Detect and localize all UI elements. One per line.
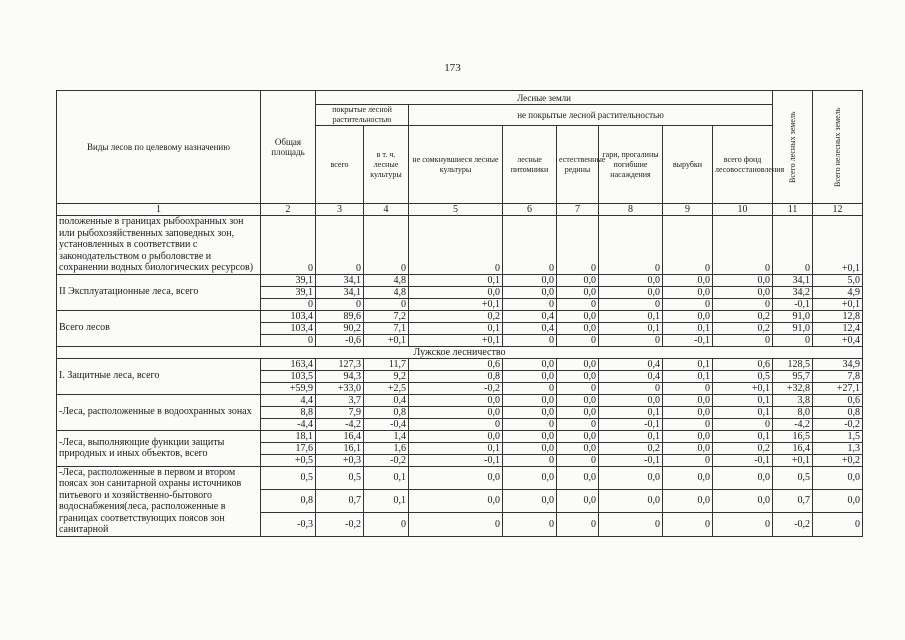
table-cell: 0,2 [599,442,663,454]
covered-total-header: всего [316,126,364,204]
table-cell: 0,0 [713,286,773,298]
covered-header: покрытые лесной растительностью [316,105,409,126]
table-cell: 0 [663,216,713,275]
column-number: 8 [599,204,663,216]
column-number: 3 [316,204,364,216]
table-cell: 0 [713,216,773,275]
table-cell: 4,8 [364,286,409,298]
table-cell: 0,0 [663,286,713,298]
table-cell: 0,8 [409,370,503,382]
table-cell: 0,0 [503,370,557,382]
page-number: 173 [444,62,461,74]
table-cell: 0 [409,418,503,430]
table-cell: 0,0 [599,274,663,286]
column-number: 12 [813,204,863,216]
table-cell: 7,8 [813,370,863,382]
table-cell: 8,8 [261,406,316,418]
table-cell: 0 [557,334,599,346]
table-cell: 0 [557,298,599,310]
table-cell: 90,2 [316,322,364,334]
table-cell: 7,1 [364,322,409,334]
table-cell: 0,0 [503,406,557,418]
table-cell: 12,4 [813,322,863,334]
table-cell: 0,0 [663,310,713,322]
table-cell: 0 [364,298,409,310]
table-cell: +2,5 [364,382,409,394]
table-cell: 5,0 [813,274,863,286]
table-cell: 0 [557,418,599,430]
table-cell: 0,0 [663,430,713,442]
table-cell: -0,4 [364,418,409,430]
table-cell: 0,0 [557,466,599,489]
table-cell: +0,4 [813,334,863,346]
covered-cult-header: в т. ч. лесные культуры [364,126,409,204]
table-cell: 1,6 [364,442,409,454]
table-cell: 0 [503,216,557,275]
table-cell: 0,0 [409,286,503,298]
table-row [57,358,863,370]
table-cell: +0,1 [364,334,409,346]
table-cell: 0,0 [409,406,503,418]
table-cell: 0,0 [503,358,557,370]
table-cell: 34,1 [316,286,364,298]
table-cell: +0,2 [813,454,863,466]
table-cell: 0 [261,216,316,275]
table-cell: 0,8 [261,489,316,512]
table-cell: 0 [663,513,713,536]
table-cell: 0 [503,454,557,466]
table-cell: 0 [503,513,557,536]
table-cell: 16,5 [773,430,813,442]
table-cell: 0,6 [813,394,863,406]
table-cell: 34,1 [773,274,813,286]
column-number: 1 [57,204,261,216]
table-cell: 0,0 [557,489,599,512]
table-cell: +33,0 [316,382,364,394]
table-cell: 0 [557,513,599,536]
row-label: I. Защитные леса, всего [57,358,261,394]
table-cell: 0 [316,298,364,310]
table-cell: 0 [503,298,557,310]
table-cell: +0,1 [773,454,813,466]
table-cell: 0 [409,216,503,275]
table-cell: 0 [261,334,316,346]
table-cell: -0,2 [773,513,813,536]
table-cell: 0 [316,216,364,275]
table-cell: 103,4 [261,310,316,322]
table-cell: 0,0 [503,442,557,454]
table-cell: 0 [713,513,773,536]
table-cell: +0,5 [261,454,316,466]
table-cell: -0,6 [316,334,364,346]
row-label: -Леса, выполняющие функции защиты природных и иных объектов, всего [57,430,261,466]
table-cell: 11,7 [364,358,409,370]
nurseries-header: лесные питомники [503,126,557,204]
table-cell: +27,1 [813,382,863,394]
table-cell: 0 [557,216,599,275]
table-cell: 0 [599,334,663,346]
table-cell: 0 [663,418,713,430]
table-row [57,466,863,489]
table-cell: -0,2 [316,513,364,536]
total-forest-header: Всего лесных земель [773,91,813,204]
table-cell: 0,0 [503,430,557,442]
table-cell: 0,2 [713,322,773,334]
table-cell: 0,5 [713,370,773,382]
table-cell: 0 [599,382,663,394]
table-body-1 [57,216,863,347]
table-cell: 0,0 [557,430,599,442]
column-number: 9 [663,204,713,216]
table-cell: 0,4 [599,358,663,370]
table-cell: 9,2 [364,370,409,382]
table-cell: 0,0 [557,442,599,454]
table-cell: 128,5 [773,358,813,370]
table-cell: 0,1 [599,310,663,322]
table-cell: 0,0 [557,358,599,370]
table-cell: -0,1 [773,298,813,310]
table-cell: 0,6 [409,358,503,370]
table-cell: 34,1 [316,274,364,286]
column-number: 5 [409,204,503,216]
regen-total-header: всего фонд лесовосстановления [713,126,773,204]
table-cell: -0,1 [599,454,663,466]
table-cell: 0 [813,513,863,536]
table-cell: 0 [503,418,557,430]
row-label: Всего лесов [57,310,261,346]
table-cell: 0,0 [409,466,503,489]
table-cell: 1,4 [364,430,409,442]
table-cell: 0 [503,382,557,394]
table-cell: 0,0 [813,489,863,512]
table-cell: 0,0 [409,489,503,512]
table-cell: 0,0 [599,394,663,406]
table-row [57,310,863,322]
table-cell: 39,1 [261,286,316,298]
table-cell: 3,8 [773,394,813,406]
table-cell: 0 [364,513,409,536]
table-cell: 0,7 [316,489,364,512]
table-cell: 163,4 [261,358,316,370]
table-cell: 91,0 [773,310,813,322]
table-cell: 0 [663,454,713,466]
table-cell: +0,1 [409,298,503,310]
table-cell: 34,2 [773,286,813,298]
table-cell: 0,1 [599,430,663,442]
table-body-2 [57,358,863,536]
table-cell: 0 [773,216,813,275]
forest-fund-table [56,90,863,537]
row-label: положенные в границах рыбоохранных зон или рыбохозяйственных заповедных зон, установленных в соответствии с законодательством о рыболовстве и сохранении водных биологических ресурсов) [57,216,261,275]
table-cell: 0,1 [713,394,773,406]
table-cell: 0,1 [599,322,663,334]
table-cell: 0 [364,216,409,275]
table-cell: 0,1 [364,489,409,512]
table-cell: 4,8 [364,274,409,286]
table-cell: 0,1 [409,274,503,286]
table-cell: +0,3 [316,454,364,466]
table-cell: 0 [503,334,557,346]
table-cell: 0,0 [599,286,663,298]
column-number: 11 [773,204,813,216]
table-cell: 4,4 [261,394,316,406]
table-cell: 0,1 [599,406,663,418]
table-cell: 0,0 [503,489,557,512]
table-cell: 0 [557,454,599,466]
table-cell: 0,0 [503,466,557,489]
table-cell: 8,0 [773,406,813,418]
burnt-header: гари, прогалины погибшие насаждения [599,126,663,204]
table-cell: -4,2 [773,418,813,430]
table-cell: 0,0 [713,466,773,489]
table-cell: 0,6 [713,358,773,370]
not-covered-header: не покрытые лесной растительностью [409,105,773,126]
table-cell: 3,7 [316,394,364,406]
table-cell: 16,1 [316,442,364,454]
table-cell: 16,4 [316,430,364,442]
table-cell: 0,1 [713,406,773,418]
table-cell: 0,0 [813,466,863,489]
table-cell: 0,0 [599,466,663,489]
table-cell: -0,1 [599,418,663,430]
table-cell: 0,4 [599,370,663,382]
table-cell: 4,9 [813,286,863,298]
table-cell: -0,2 [409,382,503,394]
table-row [57,216,863,275]
table-cell: 0,0 [557,406,599,418]
table-cell: 0,0 [503,286,557,298]
table-row [57,394,863,406]
table-cell: 0 [713,418,773,430]
col-area-header: Общая площадь [261,91,316,204]
table-cell: 127,3 [316,358,364,370]
table-cell: 0 [599,513,663,536]
table-cell: 0,0 [713,489,773,512]
column-number: 2 [261,204,316,216]
table-cell: +32,8 [773,382,813,394]
table-cell: +0,1 [813,216,863,275]
unclosed-cult-header: не сомкнувшиеся лесные культуры [409,126,503,204]
table-cell: 0,4 [503,322,557,334]
table-cell: 0,4 [503,310,557,322]
table-cell: -4,2 [316,418,364,430]
table-cell: 0,5 [316,466,364,489]
table-cell: 0,0 [557,310,599,322]
table-cell: 0,1 [409,442,503,454]
row-label: -Леса, расположенные в первом и втором поясах зон санитарной охраны источников питьевого и хозяйственно-бытового водоснабжения(леса, расположенные в границах соответствующих поясов зон санитарной [57,466,261,536]
table-cell: 0,0 [557,394,599,406]
table-cell: 0 [261,298,316,310]
table-cell: 0 [557,382,599,394]
table-cell: 16,4 [773,442,813,454]
table-cell: 0 [713,298,773,310]
table-cell: 0,0 [503,394,557,406]
table-cell: 0 [663,382,713,394]
table-cell: 0,0 [409,430,503,442]
table-cell: +0,1 [409,334,503,346]
table-cell: -0,3 [261,513,316,536]
table-cell: +0,1 [813,298,863,310]
table-cell: 0,0 [557,370,599,382]
table-cell: 0 [663,298,713,310]
table-cell: 0,5 [261,466,316,489]
table-cell: 0,0 [663,394,713,406]
table-cell: 0,2 [409,310,503,322]
table-cell: 0,0 [663,406,713,418]
column-number-row [57,204,863,216]
table-cell: 94,3 [316,370,364,382]
table-cell: 0,5 [773,466,813,489]
table-cell: 0,0 [503,274,557,286]
table-cell: 0,2 [713,442,773,454]
table-cell: 0,0 [557,322,599,334]
row-label: II Эксплуатационные леса, всего [57,274,261,310]
table-cell: 0,4 [364,394,409,406]
table-cell: 95,7 [773,370,813,382]
table-cell: 0,0 [557,274,599,286]
table-cell: 0,0 [599,489,663,512]
table-cell: 0,8 [364,406,409,418]
table-cell: 1,3 [813,442,863,454]
table-cell: -0,2 [813,418,863,430]
table-cell: 0,0 [663,466,713,489]
column-number: 7 [557,204,599,216]
table-cell: 0,1 [663,358,713,370]
table-cell: 103,5 [261,370,316,382]
total-nonforest-header: Всего нелесных земель [813,91,863,204]
table-cell: 0 [773,334,813,346]
table-cell: 7,9 [316,406,364,418]
table-cell: 0,1 [364,466,409,489]
table-cell: -0,1 [663,334,713,346]
table-cell: 0 [713,334,773,346]
table-cell: 0,1 [409,322,503,334]
column-number: 4 [364,204,409,216]
table-cell: 103,4 [261,322,316,334]
table-cell: 12,8 [813,310,863,322]
table-cell: 0,7 [773,489,813,512]
table-cell: 0 [599,298,663,310]
table-cell: 0,0 [663,442,713,454]
forest-lands-header: Лесные земли [316,91,773,105]
table-cell: -0,1 [409,454,503,466]
felling-header: вырубки [663,126,713,204]
table-row [57,274,863,286]
table-row [57,430,863,442]
table-cell: 17,6 [261,442,316,454]
table-cell: 0,1 [713,430,773,442]
table-cell: 1,5 [813,430,863,442]
table-cell: 0 [599,216,663,275]
col-type-header: Виды лесов по целевому назначению [57,91,261,204]
table-cell: 34,9 [813,358,863,370]
table-cell: 0 [409,513,503,536]
table-cell: 18,1 [261,430,316,442]
column-number: 10 [713,204,773,216]
table-cell: 0,1 [663,370,713,382]
table-cell: +0,1 [713,382,773,394]
table-cell: 0,0 [409,394,503,406]
table-cell: -4,4 [261,418,316,430]
table-cell: 0,0 [713,274,773,286]
section-row [57,346,863,358]
table-cell: 89,6 [316,310,364,322]
column-number: 6 [503,204,557,216]
table-cell: 7,2 [364,310,409,322]
section-title: Лужское лесничество [57,346,863,358]
table-cell: +59,9 [261,382,316,394]
table-cell: 91,0 [773,322,813,334]
table-cell: -0,1 [713,454,773,466]
table-cell: 0,2 [713,310,773,322]
table-cell: 0,8 [813,406,863,418]
table-cell: 0,0 [663,274,713,286]
table-cell: -0,2 [364,454,409,466]
table-cell: 39,1 [261,274,316,286]
natural-gaps-header: естественные редины [557,126,599,204]
table-cell: 0,1 [663,322,713,334]
table-cell: 0,0 [557,286,599,298]
table-cell: 0,0 [663,489,713,512]
row-label: -Леса, расположенные в водоохранных зонах [57,394,261,430]
